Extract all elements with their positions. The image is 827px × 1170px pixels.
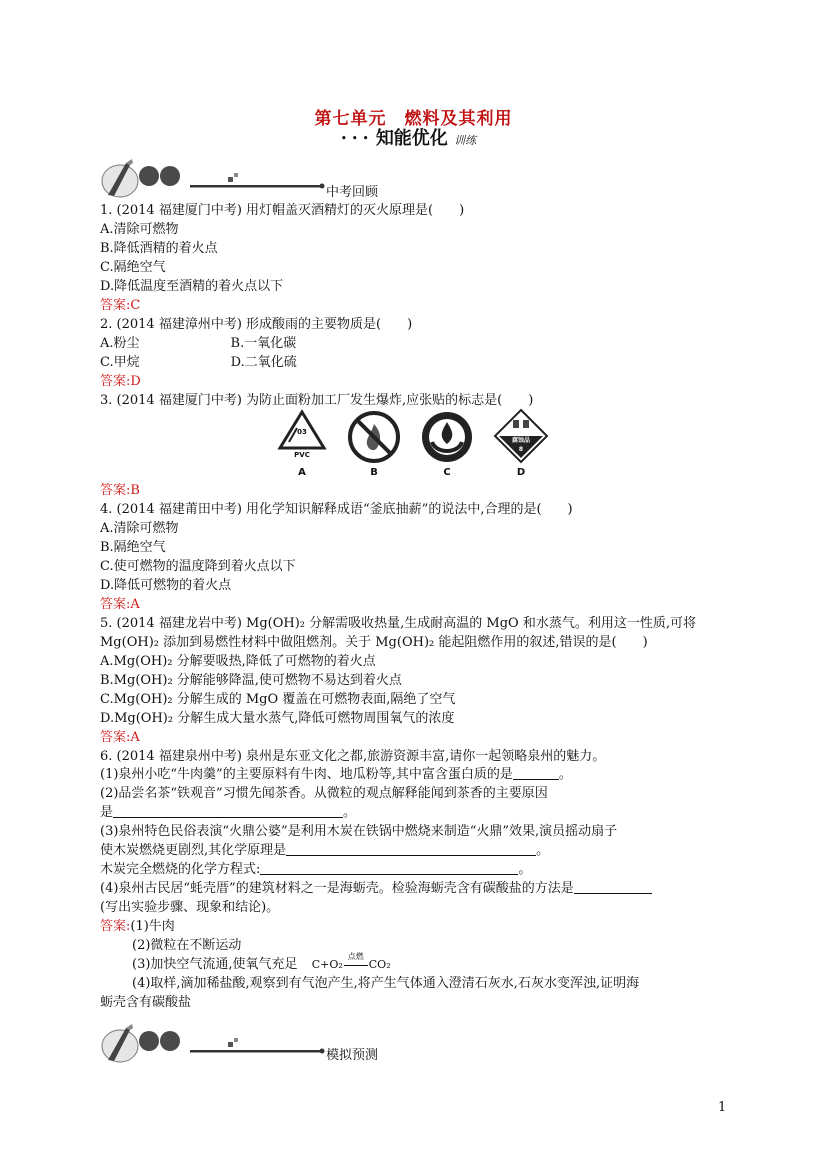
option-line: Mg(OH)₂ 添加到易燃性材料中做阻燃剂。关于 Mg(OH)₂ 能起阻燃作用的叙述,错误的是( ) [100,635,648,650]
answer-line: 答案:C [100,298,141,313]
pvc-label: PVC [294,451,310,459]
question-stem: 4. (2014 福建莆田中考) 用化学知识解释成语“釜底抽薪”的说法中,合理的是( ) [100,502,573,517]
page-number: 1 [718,1100,727,1115]
q6-blank-2 [113,803,343,818]
unit-title: 第七单元 燃料及其利用 [314,109,513,129]
option-line: C.甲烷 D.二氧化硫 [100,355,297,370]
option-line: C.隔绝空气 [100,260,166,275]
option-line: D.Mg(OH)₂ 分解生成大量水蒸气,降低可燃物周围氧气的浓度 [100,711,455,726]
subtitle-main: 知能优化 [375,128,448,149]
sign-label-d: D [516,467,526,478]
brush-circles-icon [100,157,340,199]
option-line: A.粉尘 B.一氧化碳 [100,336,297,351]
brush-circles-icon [100,1022,340,1064]
section-label-predict: 模拟预测 [326,1048,379,1063]
q6-answer-1 [100,917,175,936]
option-line: D.降低温度至酒精的着火点以下 [100,279,284,294]
q6-answer-label: 答案: [100,919,131,934]
subtitle-dots: • • • [341,134,370,144]
option-line: A.清除可燃物 [100,521,179,536]
subtitle-small: 训练 [454,134,477,147]
answer-line: 答案:A [100,730,140,745]
q6-p4a-text: (4)泉州古民居“蚝壳厝”的建筑材料之一是海蛎壳。检验海蛎壳含有碳酸盐的方法是 [100,881,574,896]
sign-label-c: C [443,467,451,478]
q6-answer-3 [132,952,391,974]
q6-p3d-text: 木炭完全燃烧的化学方程式: [100,862,261,877]
q6-part2a: (2)品尝名茶“铁观音”习惯先闻茶香。从微粒的观点解释能闻到茶香的主要原因 [100,786,548,801]
option-line: B.降低酒精的着火点 [100,241,218,256]
question-stem: 2. (2014 福建漳州中考) 形成酸雨的主要物质是( ) [100,317,413,332]
equation-condition: 点燃 [347,952,364,961]
q6-blank-1 [513,765,559,780]
sign-label-a: A [298,467,306,478]
question-stem: 6. (2014 福建泉州中考) 泉州是东亚文化之都,旅游资源丰富,请你一起领略泉州的魅力。 [100,749,606,764]
q6-answer-1-text: (1)牛肉 [130,919,175,934]
option-line: A.Mg(OH)₂ 分解要吸热,降低了可燃物的着火点 [100,654,376,669]
q6-part3d [100,860,531,879]
q6-part2b [100,803,356,822]
question-stem: 5. (2014 福建龙岩中考) Mg(OH)₂ 分解需吸收热量,生成耐高温的 MgO 和水蒸气。利用这一性质,可将 [100,616,696,631]
option-line: B.隔绝空气 [100,540,166,555]
section-banner-review [100,157,340,199]
sign-label-b: B [370,467,378,478]
option-line: B.Mg(OH)₂ 分解能够降温,使可燃物不易达到着火点 [100,673,402,688]
q6-answer-3-text: (3)加快空气流通,使氧气充足 [132,957,298,972]
q6-part3a: (3)泉州特色民俗表演“火鼎公婆”是利用木炭在铁锅中燃烧来制造“火鼎”效果,演员摇动扇子 [100,824,618,839]
q6-part3b [100,841,549,860]
option-line: D.降低可燃物的着火点 [100,578,232,593]
equation-arrow [343,952,369,974]
q6-blank-3 [286,841,536,856]
q6-p1-end: 。 [558,767,572,782]
q6-part4a [100,879,652,898]
answer-line: 答案:D [100,374,141,389]
q6-part4b: (写出实验步骤、现象和结论)。 [100,900,280,915]
answer-line: 答案:A [100,597,140,612]
answer-line: 答案:B [100,483,140,498]
q6-p3-end: 。 [536,843,550,858]
corrosive-text: 腐蚀品 [511,437,530,444]
no-fire-icon [347,410,401,464]
option-line: A.清除可燃物 [100,222,179,237]
q6-answer-4b: 蛎壳含有碳酸盐 [100,995,192,1010]
equation-right: CO₂ [368,958,391,971]
option-line: C.使可燃物的温度降到着火点以下 [100,559,296,574]
equation-left: C+O₂ [311,958,343,971]
q6-part1 [100,765,572,784]
question-stem: 3. (2014 福建厦门中考) 为防止面粉加工厂发生爆炸,应张贴的标志是( ) [100,393,534,408]
q6-answer-4a: (4)取样,滴加稀盐酸,观察到有气泡产生,将产生气体通入澄清石灰水,石灰水变浑浊,证明海 [132,976,640,991]
q6-blank-4 [260,860,518,875]
q6-p3d-end: 。 [518,862,532,877]
option-line: C.Mg(OH)₂ 分解生成的 MgO 覆盖在可燃物表面,隔绝了空气 [100,692,456,707]
section-label-review: 中考回顾 [326,185,379,200]
question-stem: 1. (2014 福建厦门中考) 用灯帽盖灭酒精灯的灭火原理是( ) [100,203,465,218]
section-banner-predict [100,1022,340,1064]
q6-blank-5 [574,879,652,894]
corrosive-num: 8 [518,446,524,453]
q6-p3b-text: 使木炭燃烧更剧烈,其化学原理是 [100,843,287,858]
subtitle [341,124,476,150]
q6-p2b-text: 是 [100,805,114,820]
recycle-number: 03 [297,428,307,436]
q6-p2-end: 。 [343,805,357,820]
water-drop-icon [420,410,474,464]
equation [311,952,391,971]
q6-answer-2: (2)微粒在不断运动 [132,938,242,953]
q6-p1-text: (1)泉州小吃“牛肉羹”的主要原料有牛肉、地瓜粉等,其中富含蛋白质的是 [100,767,513,782]
